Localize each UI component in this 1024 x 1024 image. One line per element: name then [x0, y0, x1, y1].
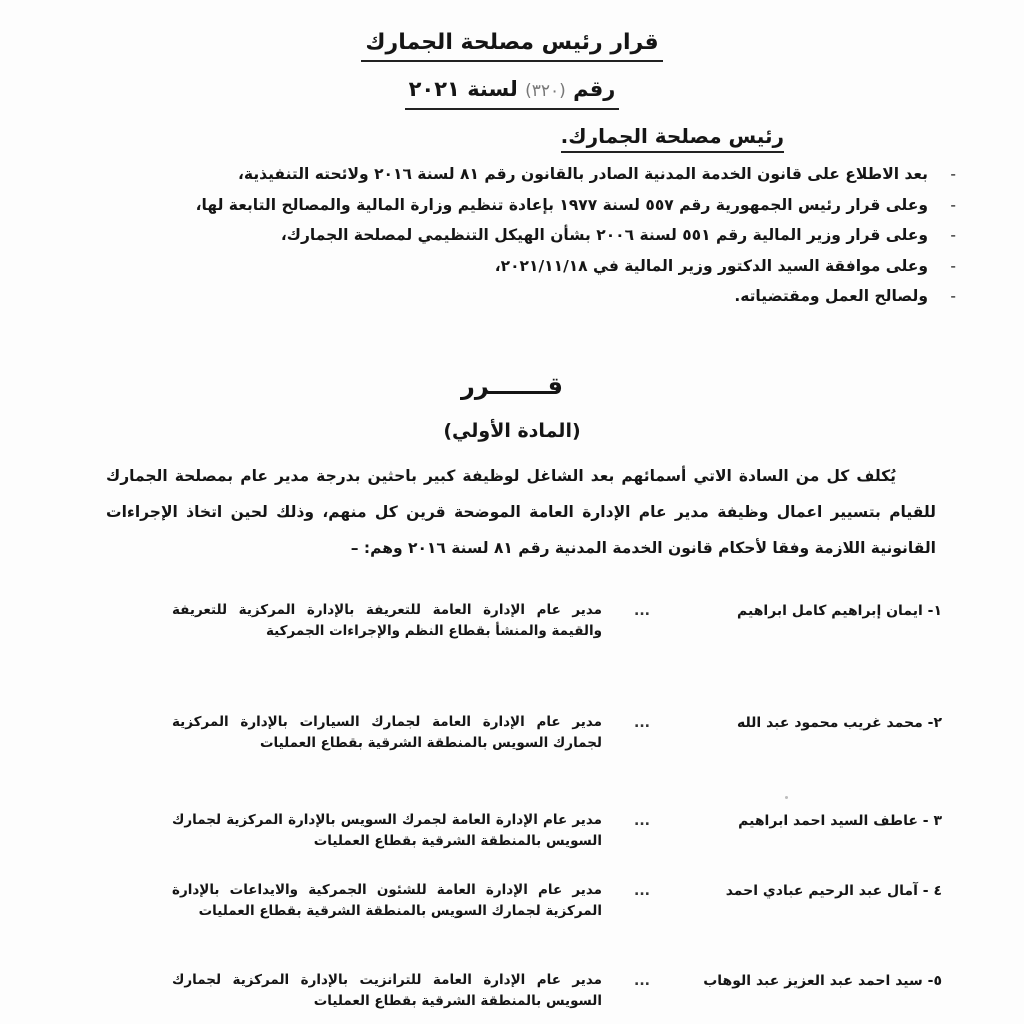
article-body: يُكلف كل من السادة الاتي أسمائهم بعد الشاغل لوظيفة كبير باحثين بدرجة مدير عام بمصلحة الجمارك للقيام بتسيير اعمال وظيفة مدير عام الإدارة العامة الموضحة قرين كل منهم، وذلك لحين اتخاذ الإجراءات القانونية اللازمة وفقا لأحكام قانون الخدمة المدنية رقم ٨١ لسنة ٢٠١٦ وهم: – — [106, 467, 936, 557]
ellipsis-separator: ... — [634, 715, 650, 731]
issuer-heading: رئيس مصلحة الجمارك. — [561, 122, 784, 153]
bullet-dash: - — [950, 195, 956, 214]
ellipsis-separator: ... — [634, 813, 650, 829]
decree-number-value: (٣٢٠) — [525, 81, 566, 101]
appointee-row — [102, 810, 942, 852]
ellipsis-separator: ... — [634, 603, 650, 619]
scan-speck — [785, 796, 788, 799]
appointee-position: مدير عام الإدارة العامة لجمارك السيارات بالإدارة المركزية لجمارك السويس بالمنطقة الشرقية بقطاع العمليات — [172, 714, 602, 751]
appointee-name: ٣ - عاطف السيد احمد ابراهيم — [738, 813, 942, 829]
appointee-position: مدير عام الإدارة العامة للتعريفة بالإدارة المركزية للتعريفة والقيمة والمنشأ بقطاع النظم والإجراءات الجمركية — [172, 602, 602, 639]
appointee-name: ١- ايمان إبراهيم كامل ابراهيم — [737, 603, 942, 619]
preamble-item: -ولصالح العمل ومقتضياته. — [734, 287, 956, 305]
appointee-name: ٢- محمد غريب محمود عبد الله — [736, 715, 942, 731]
preamble-item: -بعد الاطلاع على قانون الخدمة المدنية الصادر بالقانون رقم ٨١ لسنة ٢٠١٦ ولائحته التنفيذية، — [238, 165, 956, 183]
appointee-row — [102, 712, 942, 754]
appointee-name: ٥- سيد احمد عبد العزيز عبد الوهاب — [703, 973, 942, 989]
appointee-position: مدير عام الإدارة العامة للترانزيت بالإدارة المركزية لجمارك السويس بالمنطقة الشرقية بقطاع العمليات — [172, 972, 602, 1009]
document-title: قرار رئيس مصلحة الجمارك — [361, 28, 662, 62]
preamble-item: -وعلى موافقة السيد الدكتور وزير المالية في ٢٠٢١/١١/١٨، — [494, 256, 956, 275]
decree-year: لسنة ٢٠٢١ — [408, 77, 518, 101]
appointee-row — [102, 880, 942, 922]
bullet-dash: - — [950, 165, 956, 183]
appointee-name: ٤ - آمال عبد الرحيم عبادي احمد — [725, 883, 942, 899]
appointee-row — [102, 600, 942, 642]
preamble-list — [76, 163, 956, 316]
bullet-dash: - — [950, 256, 956, 275]
appointee-row — [102, 970, 942, 1012]
ellipsis-separator: ... — [634, 883, 650, 899]
bullet-dash: - — [950, 287, 956, 305]
preamble-item: -وعلى قرار رئيس الجمهورية رقم ٥٥٧ لسنة ١٩٧٧ بإعادة تنظيم وزارة المالية والمصالح التابعة لها، — [195, 195, 956, 214]
appointee-position: مدير عام الإدارة العامة للشئون الجمركية والايداعات بالإدارة المركزية لجمارك السويس بالمنطقة الشرقية بقطاع العمليات — [172, 882, 602, 919]
decree-number-line — [405, 74, 620, 110]
decision-heading: قـــــــرر — [461, 372, 563, 400]
appointee-position: مدير عام الإدارة العامة لجمرك السويس بالإدارة المركزية لجمارك السويس بالمنطقة الشرقية بقطاع العمليات — [172, 812, 602, 849]
document-header — [0, 28, 1024, 110]
article-heading: (المادة الأولي) — [443, 420, 581, 442]
preamble-item: -وعلى قرار وزير المالية رقم ٥٥١ لسنة ٢٠٠٦ بشأن الهيكل التنظيمي لمصلحة الجمارك، — [280, 226, 956, 244]
ellipsis-separator: ... — [634, 973, 650, 989]
bullet-dash: - — [950, 226, 956, 244]
decree-number-prefix: رقم — [573, 77, 616, 101]
